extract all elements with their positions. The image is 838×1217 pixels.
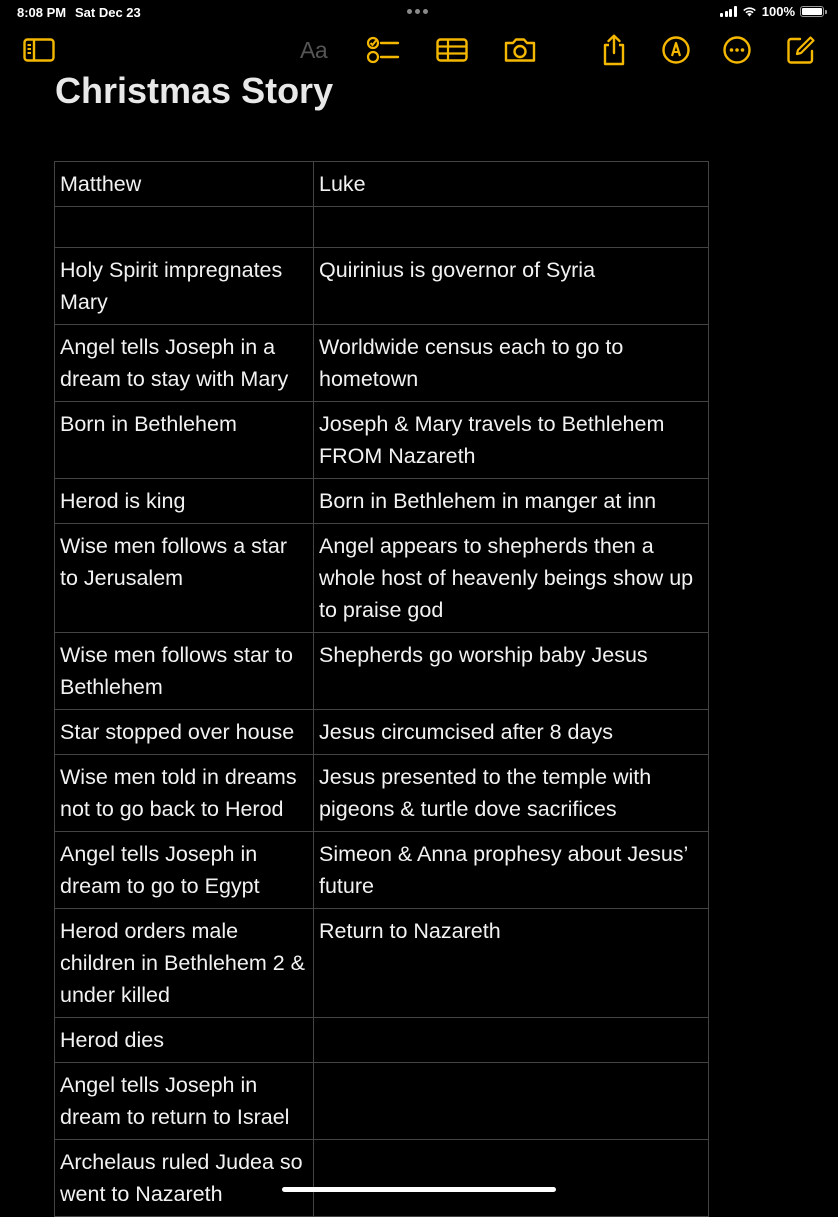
more-icon[interactable] xyxy=(720,34,754,66)
markup-icon[interactable] xyxy=(659,34,693,66)
luke-cell[interactable] xyxy=(314,1140,709,1217)
luke-cell[interactable]: Shepherds go worship baby Jesus xyxy=(314,633,709,710)
table-header-cell[interactable]: Matthew xyxy=(55,162,314,207)
matthew-cell[interactable]: Angel tells Joseph in dream to return to Israel xyxy=(55,1063,314,1140)
luke-cell[interactable]: Worldwide census each to go to hometown xyxy=(314,325,709,402)
cellular-signal-icon xyxy=(720,6,737,17)
format-button[interactable]: Aa xyxy=(300,37,328,63)
table-row xyxy=(55,755,709,832)
matthew-cell[interactable]: Holy Spirit impregnates Mary xyxy=(55,248,314,325)
matthew-cell[interactable]: Herod is king xyxy=(55,479,314,524)
table-row xyxy=(55,633,709,710)
multitasking-dots-icon[interactable] xyxy=(407,9,428,14)
matthew-cell[interactable]: Angel tells Joseph in dream to go to Egypt xyxy=(55,832,314,909)
table-header-row xyxy=(55,162,709,207)
luke-cell[interactable]: Angel appears to shepherds then a whole host of heavenly beings show up to praise god xyxy=(314,524,709,633)
table-row xyxy=(55,248,709,325)
matthew-cell[interactable]: Wise men follows a star to Jerusalem xyxy=(55,524,314,633)
table-row xyxy=(55,1140,709,1217)
table-header-cell[interactable]: Luke xyxy=(314,162,709,207)
table-row xyxy=(55,479,709,524)
compose-icon[interactable] xyxy=(784,34,818,66)
table-row xyxy=(55,1018,709,1063)
checklist-icon[interactable] xyxy=(366,34,400,66)
table-row xyxy=(55,1063,709,1140)
table-row xyxy=(55,207,709,248)
battery-icon xyxy=(800,6,824,17)
table-row xyxy=(55,832,709,909)
matthew-cell[interactable]: Angel tells Joseph in a dream to stay with Mary xyxy=(55,325,314,402)
note-table[interactable] xyxy=(54,161,709,1217)
table-row xyxy=(55,402,709,479)
luke-cell[interactable]: Return to Nazareth xyxy=(314,909,709,1018)
matthew-cell[interactable]: Herod orders male children in Bethlehem 2 & under killed xyxy=(55,909,314,1018)
table-row xyxy=(55,710,709,755)
luke-cell[interactable]: Jesus circumcised after 8 days xyxy=(314,710,709,755)
luke-cell[interactable] xyxy=(314,207,709,248)
battery-percentage: 100% xyxy=(761,4,795,19)
luke-cell[interactable]: Joseph & Mary travels to Bethlehem FROM Nazareth xyxy=(314,402,709,479)
luke-cell[interactable]: Jesus presented to the temple with pigeons & turtle dove sacrifices xyxy=(314,755,709,832)
camera-icon[interactable] xyxy=(503,34,537,66)
matthew-cell[interactable] xyxy=(55,207,314,248)
luke-cell[interactable]: Born in Bethlehem in manger at inn xyxy=(314,479,709,524)
matthew-cell[interactable]: Wise men follows star to Bethlehem xyxy=(55,633,314,710)
luke-cell[interactable] xyxy=(314,1063,709,1140)
table-row xyxy=(55,524,709,633)
note-title[interactable]: Christmas Story xyxy=(55,70,334,111)
share-icon[interactable] xyxy=(597,34,631,66)
status-bar xyxy=(0,0,838,26)
notes-toolbar xyxy=(0,30,838,70)
wifi-icon xyxy=(742,6,757,17)
matthew-cell[interactable]: Born in Bethlehem xyxy=(55,402,314,479)
home-indicator[interactable] xyxy=(282,1187,556,1192)
table-row xyxy=(55,909,709,1018)
luke-cell[interactable] xyxy=(314,1018,709,1063)
status-indicators xyxy=(720,4,824,19)
status-date: Sat Dec 23 xyxy=(75,5,141,20)
table-icon[interactable] xyxy=(435,34,469,66)
matthew-cell[interactable]: Star stopped over house xyxy=(55,710,314,755)
sidebar-icon[interactable] xyxy=(22,34,56,66)
matthew-cell[interactable]: Archelaus ruled Judea so went to Nazareth xyxy=(55,1140,314,1217)
luke-cell[interactable]: Simeon & Anna prophesy about Jesus’ future xyxy=(314,832,709,909)
matthew-cell[interactable]: Herod dies xyxy=(55,1018,314,1063)
matthew-cell[interactable]: Wise men told in dreams not to go back to Herod xyxy=(55,755,314,832)
table-row xyxy=(55,325,709,402)
luke-cell[interactable]: Quirinius is governor of Syria xyxy=(314,248,709,325)
status-time: 8:08 PM xyxy=(17,5,67,20)
